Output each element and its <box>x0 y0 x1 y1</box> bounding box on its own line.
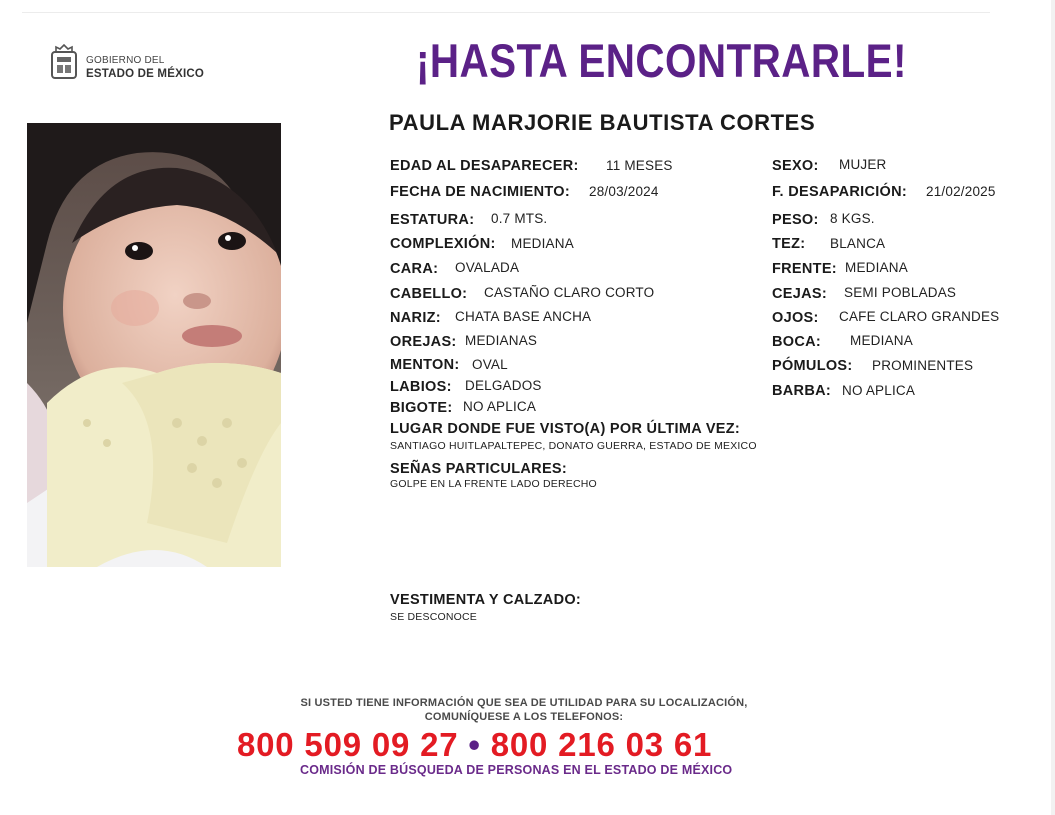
value-last-seen: SANTIAGO HUITLAPALTEPEC, DONATO GUERRA, ESTADO DE MEXICO <box>390 440 757 452</box>
value-distinguishing-marks: GOLPE EN LA FRENTE LADO DERECHO <box>390 478 597 490</box>
label-build: COMPLEXIÓN: <box>390 236 496 252</box>
missing-person-photo <box>27 123 281 567</box>
value-hair: CASTAÑO CLARO CORTO <box>484 285 655 300</box>
label-disappearance-date: F. DESAPARICIÓN: <box>772 184 908 200</box>
phone-separator: • <box>468 726 481 763</box>
label-chin: MENTON: <box>390 357 460 373</box>
state-seal-icon <box>50 44 78 80</box>
label-hair: CABELLO: <box>390 286 468 302</box>
label-complexion: TEZ: <box>772 236 806 252</box>
value-disappearance-date: 21/02/2025 <box>926 184 996 199</box>
label-ears: OREJAS: <box>390 334 457 350</box>
top-rule <box>22 12 990 13</box>
phone-numbers <box>237 726 712 764</box>
label-clothing: VESTIMENTA Y CALZADO: <box>390 592 582 608</box>
label-lips: LABIOS: <box>390 379 452 395</box>
value-clothing: SE DESCONOCE <box>390 611 477 623</box>
government-logo <box>48 44 218 84</box>
page-edge <box>1051 0 1055 815</box>
label-mustache: BIGOTE: <box>390 400 453 416</box>
label-last-seen: LUGAR DONDE FUE VISTO(A) POR ÚLTIMA VEZ: <box>390 421 741 437</box>
value-build: MEDIANA <box>511 236 574 251</box>
value-chin: OVAL <box>472 357 508 372</box>
label-distinguishing-marks: SEÑAS PARTICULARES: <box>390 461 568 477</box>
info-line-2: COMUNÍQUESE A LOS TELEFONOS: <box>424 711 624 723</box>
value-sex: MUJER <box>839 157 887 172</box>
label-height: ESTATURA: <box>390 212 475 228</box>
value-eyes: CAFE CLARO GRANDES <box>839 309 1000 324</box>
value-mustache: NO APLICA <box>463 399 537 414</box>
label-age: EDAD AL DESAPARECER: <box>390 158 579 174</box>
logo-line-1: GOBIERNO DEL <box>86 55 165 66</box>
label-mouth: BOCA: <box>772 334 822 350</box>
value-weight: 8 KGS. <box>830 211 875 226</box>
value-lips: DELGADOS <box>465 378 542 393</box>
value-forehead: MEDIANA <box>845 260 908 275</box>
label-birthdate: FECHA DE NACIMIENTO: <box>390 184 570 200</box>
value-beard: NO APLICA <box>842 383 916 398</box>
value-birthdate: 28/03/2024 <box>589 184 659 199</box>
value-age: 11 MESES <box>606 158 673 173</box>
value-height: 0.7 MTS. <box>491 211 548 226</box>
person-name: PAULA MARJORIE BAUTISTA CORTES <box>389 110 816 135</box>
label-beard: BARBA: <box>772 383 831 399</box>
value-ears: MEDIANAS <box>465 333 538 348</box>
phone-1[interactable]: 800 509 09 27 <box>237 726 459 763</box>
info-line-1: SI USTED TIENE INFORMACIÓN QUE SEA DE UTILIDAD PARA SU LOCALIZACIÓN, <box>300 697 748 709</box>
value-mouth: MEDIANA <box>850 333 913 348</box>
value-nose: CHATA BASE ANCHA <box>455 309 592 324</box>
value-complexion: BLANCA <box>830 236 886 251</box>
value-eyebrows: SEMI POBLADAS <box>844 285 957 300</box>
value-cheekbones: PROMINENTES <box>872 358 974 373</box>
label-face: CARA: <box>390 261 439 277</box>
label-eyes: OJOS: <box>772 310 819 326</box>
label-sex: SEXO: <box>772 158 819 174</box>
label-forehead: FRENTE: <box>772 261 837 277</box>
label-eyebrows: CEJAS: <box>772 286 827 302</box>
headline: ¡HASTA ENCONTRARLE! <box>416 34 907 87</box>
label-weight: PESO: <box>772 212 819 228</box>
commission-name: COMISIÓN DE BÚSQUEDA DE PERSONAS EN EL ESTADO DE MÉXICO <box>300 763 733 777</box>
label-nose: NARIZ: <box>390 310 441 326</box>
label-cheekbones: PÓMULOS: <box>772 358 853 374</box>
phone-2[interactable]: 800 216 03 61 <box>490 726 713 763</box>
value-face: OVALADA <box>455 260 520 275</box>
logo-line-2: ESTADO DE MÉXICO <box>86 68 204 80</box>
